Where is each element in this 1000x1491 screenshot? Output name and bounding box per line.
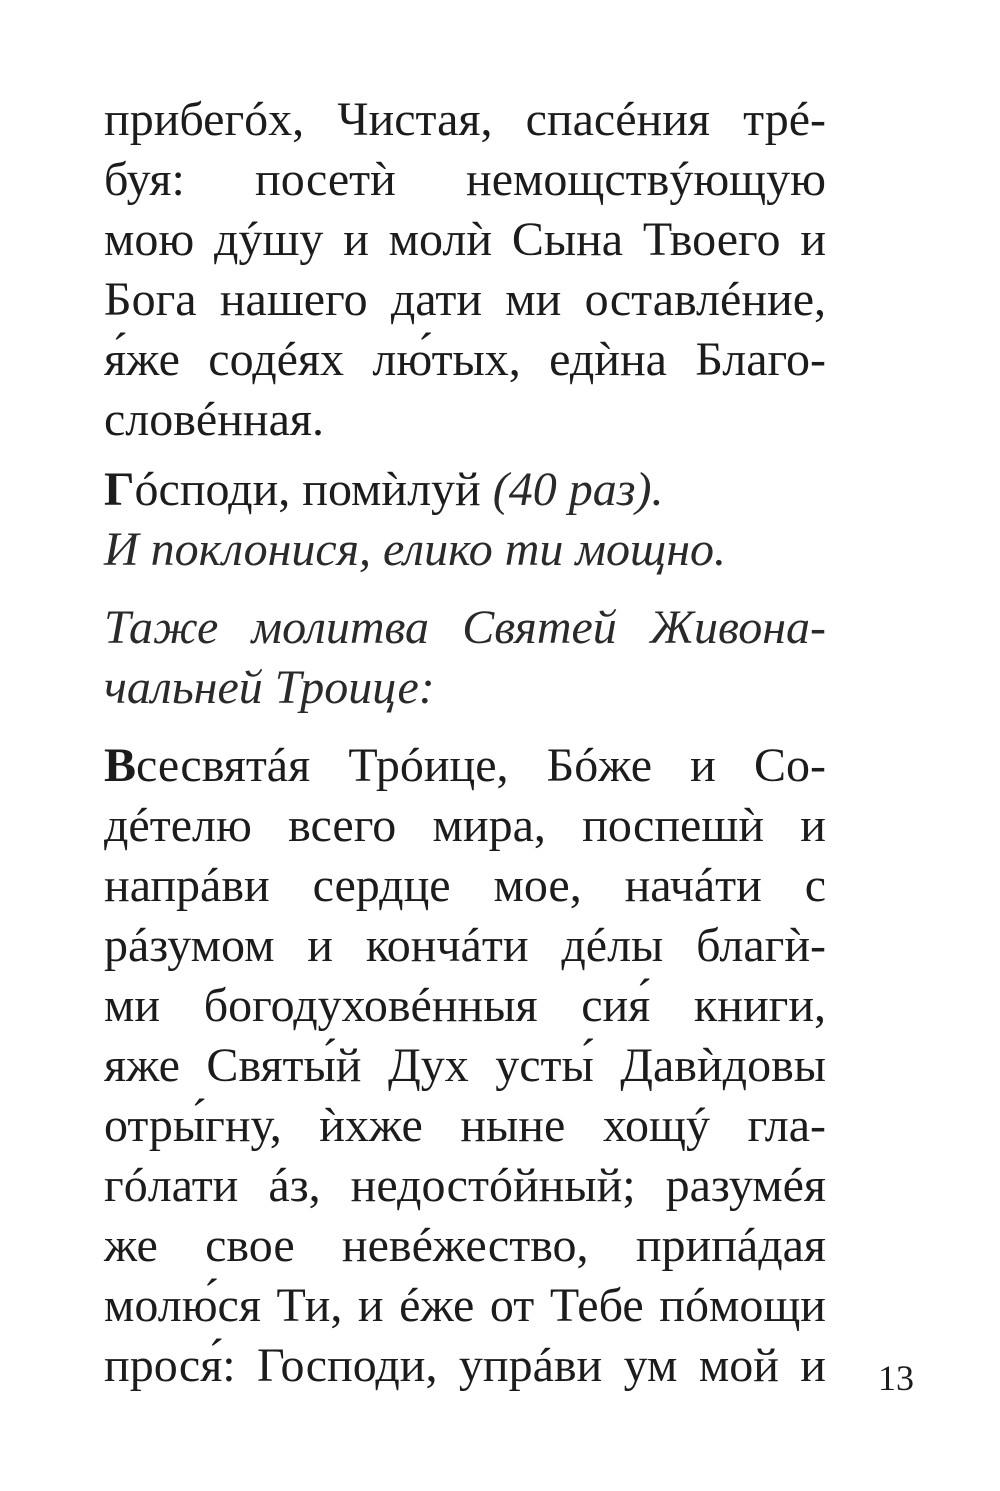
rubric-bow: И поклонися, елико ти мощно. — [104, 523, 727, 576]
kyrie-note: (40 раз). — [492, 463, 664, 516]
text-line: гóлати áз, недостóйный; разумéя — [104, 1159, 826, 1212]
text-line: мою дýшу и молѝ Сына Твоего и — [104, 213, 826, 266]
text-line: прося́: Господи, упрáви ум мой и — [104, 1339, 826, 1392]
text-line: рáзумом и кончáти дéлы благѝ- — [104, 919, 826, 972]
text-line: яже Святы́й Дух усты́ Давѝдовы — [104, 1039, 826, 1092]
paragraph-2 — [104, 736, 826, 1396]
paragraph-1 — [104, 90, 826, 450]
page-number: 13 — [878, 1358, 914, 1398]
rubric-line: Таже молитва Святей Живона- — [104, 601, 826, 654]
text-line: прибегóх, Чистая, спасéния трé- — [104, 93, 826, 146]
text-line: же свое невéжество, припáдая — [104, 1219, 826, 1272]
text-line: Бога нашего дати ми оставлéние, — [104, 273, 826, 326]
text-line: отры́гну, ѝхже ныне хощý гла- — [104, 1099, 826, 1152]
text-line: буя: посетѝ немощствýющую — [104, 153, 826, 206]
text-line: молю́ся Ти, и éже от Тебе пóмощи — [104, 1279, 826, 1332]
kyrie-initial: Г — [104, 463, 135, 516]
rubric-line: чальней Троице: — [104, 661, 435, 714]
text-line: напрáви сердце мое, начáти с — [104, 859, 826, 912]
text-line: я́же содéях лю́тых, едѝна Благо- — [104, 333, 826, 386]
text-line: ми богодуховéнныя сия́ книги, — [104, 979, 826, 1032]
rubric-trinity-prayer — [104, 598, 826, 718]
kyrie-text: óсподи, помѝлуй — [134, 463, 493, 516]
text-line: словéнная. — [104, 393, 324, 446]
text-line: Всесвятáя Трóице, Бóже и Со- — [104, 739, 826, 792]
kyrie-line — [104, 460, 826, 520]
paragraph-2-initial: В — [104, 739, 137, 792]
text-line: дéтелю всего мира, поспешѝ и — [104, 799, 826, 852]
page-text — [104, 90, 826, 1396]
